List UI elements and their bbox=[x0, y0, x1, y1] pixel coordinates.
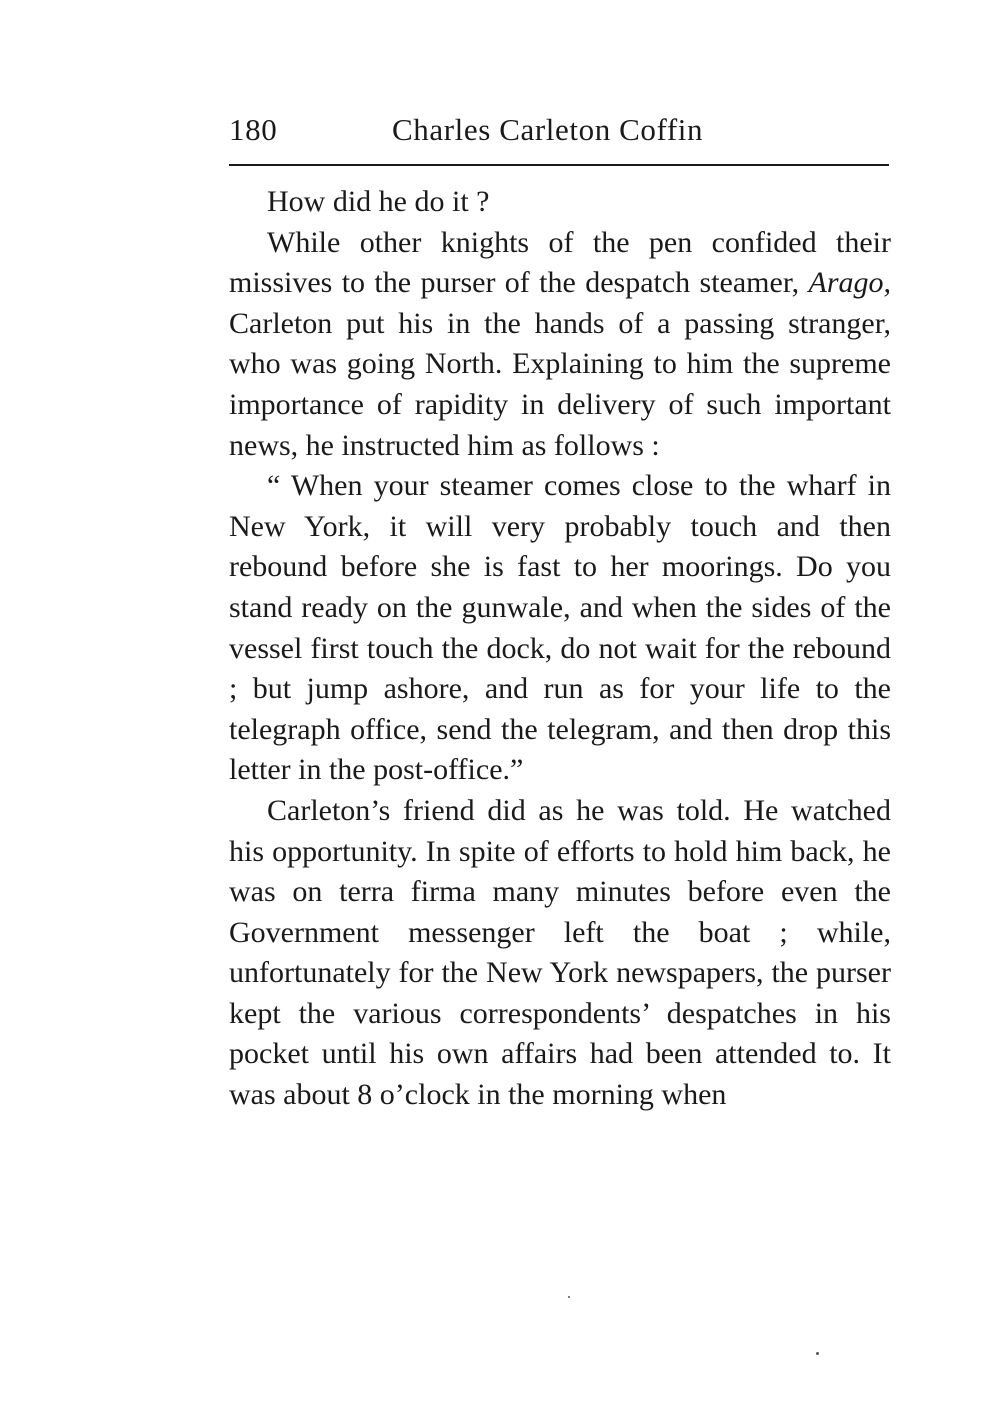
page-number: 180 bbox=[229, 112, 278, 147]
running-head-title: Charles Carleton Coffin bbox=[392, 112, 704, 147]
body-text bbox=[229, 182, 891, 1116]
italic-text: Arago, bbox=[808, 266, 891, 300]
running-head bbox=[229, 112, 889, 160]
paragraph-text: “ When your steamer comes close to the wharf in New York, it will very probably touch and then rebound before she is fast to her moorings. Do you stand ready on the gunwale, and when the sides of the vessel first touch the dock, do not wait for the rebound ; but jump ashore, and run as for your life to the telegraph office, send the telegram, and then drop this letter in the post-office.” bbox=[229, 469, 891, 787]
paragraph bbox=[229, 223, 891, 467]
header-rule bbox=[229, 164, 889, 166]
paragraph-text: While other knights of the pen confided their missives to the purser of the despatch steamer, bbox=[229, 225, 891, 300]
paragraph bbox=[229, 182, 891, 223]
paragraph-text: How did he do it ? bbox=[267, 185, 490, 218]
paragraph-text: Carleton’s friend did as he was told. He watched his opportunity. In spite of efforts to hold him back, he was on terra firma many minutes before even the Government messenger left the boat ; while, unfortunately for the New York newspapers, the purser kept the various correspondents’ despatches in his pocket until his own affairs had been attended to. It was about 8 o’clock in the morning when bbox=[229, 793, 891, 1112]
paragraph bbox=[229, 791, 891, 1116]
page-speck bbox=[816, 1352, 819, 1355]
page-speck bbox=[568, 1296, 570, 1298]
paragraph bbox=[229, 466, 891, 791]
paragraph-text: Carleton put his in the hands of a passing stranger, who was going North. Explaining to him the supreme importance of rapidity in delivery of such important news, he instructed him as follows : bbox=[229, 306, 891, 462]
